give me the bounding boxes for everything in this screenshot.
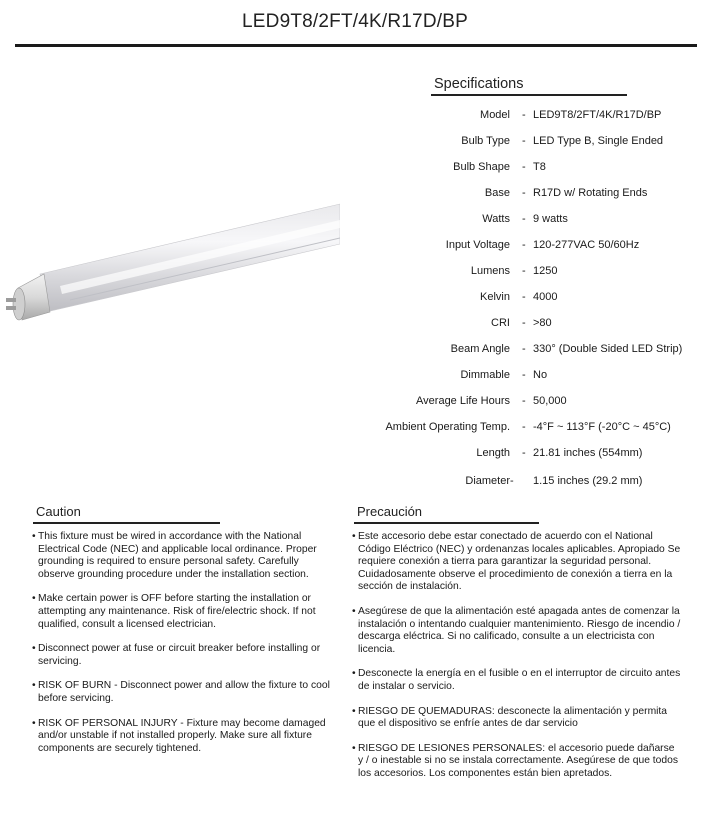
spec-row-dimmable: Dimmable - No [0,367,710,383]
list-item: • Este accesorio debe estar conectado de acuerdo con el National Código Eléctrico (NEC) y ordenanzas locales aplicables. Apropiado Se requiere conexión a tierra para garantizar la seguridad personal. Cuidadosamente observe el procedimiento de conexión a tierra en la sección de instalación. [352,531,681,593]
title-divider [15,44,697,47]
spec-value: 50,000 [533,395,567,407]
spec-row-lumens: Lumens - 1250 [0,263,710,279]
spec-label: Bulb Shape [453,161,510,173]
spec-label: Kelvin [480,291,510,303]
spec-row-diameter: Diameter - 1.15 inches (29.2 mm) [0,473,710,489]
list-item: • Desconecte la energía en el fusible o en el interruptor de circuito antes de instalar o servicio. [352,668,681,692]
spec-row-watts: Watts - 9 watts [0,211,710,227]
spec-row-life-hours: Average Life Hours - 50,000 [0,393,710,409]
list-item: • RIESGO DE QUEMADURAS: desconecte la alimentación y permita que el dispositivo se enfríe antes de dar servicio [352,705,668,730]
spec-value: >80 [533,317,552,329]
specifications-heading: Specifications [434,76,524,92]
spec-label: Watts [482,213,510,225]
precaucion-list [352,531,682,793]
spec-value: LED9T8/2FT/4K/R17D/BP [533,109,662,121]
spec-row-length: Length - 21.81 inches (554mm) [0,445,710,461]
spec-label: Lumens [470,265,510,277]
caution-heading: Caution [36,504,81,519]
spec-value: 1250 [533,265,558,277]
spec-row-base: Base - R17D w/ Rotating Ends [0,185,710,201]
list-item: • Make certain power is OFF before starting the installation or attempting any maintenance. Risk of fire/electric shock. If not qualified, consult a licensed electrician. [32,593,316,630]
spec-value: No [533,369,548,381]
spec-row-cri: CRI - >80 [0,315,710,331]
list-item: • Asegúrese de que la alimentación esté apagada antes de comenzar la instalación o intentando cualquier mantenimiento. Riesgo de incendio / descarga eléctrica. Si no calificado, consulte a un electricista con licencia. [352,605,681,655]
caution-list [32,531,332,767]
spec-row-input-voltage: Input Voltage - 120-277VAC 50/60Hz [0,237,710,253]
spec-value: 21.81 inches (554mm) [533,447,643,459]
spec-value: T8 [533,161,546,173]
spec-label: Beam Angle [450,343,510,355]
spec-label: Length [476,447,510,459]
spec-label: Average Life Hours [416,395,510,407]
list-item: • This fixture must be wired in accordance with the National Electrical Code (NEC) and applicable local ordinance. Proper grounding is required to ensure personal safety. Carefully observe grounding procedure under the installation section. [32,531,317,580]
spec-row-beam-angle: Beam Angle - 330° (Double Sided LED Strip) [0,341,710,357]
spec-label: Ambient Operating Temp. [385,421,510,433]
precaucion-divider [354,522,539,524]
precaucion-heading: Precaución [357,504,423,519]
spec-value: LED Type B, Single Ended [533,135,664,147]
spec-row-ambient-temp: Ambient Operating Temp. - -4°F ~ 113°F (-20°C ~ 45°C) [0,419,710,435]
page-title: LED9T8/2FT/4K/R17D/BP [242,11,468,32]
spec-label: CRI [491,317,510,329]
spec-value: 120-277VAC 50/60Hz [533,239,640,251]
spec-row-bulb-shape: Bulb Shape - T8 [0,159,710,175]
list-item: • Disconnect power at fuse or circuit breaker before installing or servicing. [32,643,321,667]
list-item: • RISK OF PERSONAL INJURY - Fixture may become damaged and/or unstable if not installed properly. Make sure all fixture components are securely tightened. [32,717,326,754]
spec-label: Input Voltage [445,239,510,251]
spec-row-model: Model - LED9T8/2FT/4K/R17D/BP [0,107,710,123]
spec-label: Model [480,109,510,121]
spec-label: Bulb Type [461,135,510,147]
list-item: • RISK OF BURN - Disconnect power and allow the fixture to cool before servicing. [32,680,330,704]
spec-row-kelvin: Kelvin - 4000 [0,289,710,305]
spec-value: -4°F ~ 113°F (-20°C ~ 45°C) [533,421,671,433]
specifications-divider [431,94,627,96]
spec-value: 330° (Double Sided LED Strip) [533,343,683,355]
spec-row-bulb-type: Bulb Type - LED Type B, Single Ended [0,133,710,149]
spec-value: R17D w/ Rotating Ends [533,187,648,199]
spec-label: Base [484,187,510,199]
list-item: • RIESGO DE LESIONES PERSONALES: el accesorio puede dañarse y / o inestable si no se instala correctamente. Asegúrese de que todos los accesorios. Los componentes están bien apretados. [352,742,678,779]
spec-value: 1.15 inches (29.2 mm) [533,475,643,487]
spec-value: 4000 [533,291,558,303]
spec-value: 9 watts [533,213,568,225]
spec-label: Diameter [465,475,510,487]
caution-divider [33,522,220,524]
spec-label: Dimmable [460,369,510,381]
